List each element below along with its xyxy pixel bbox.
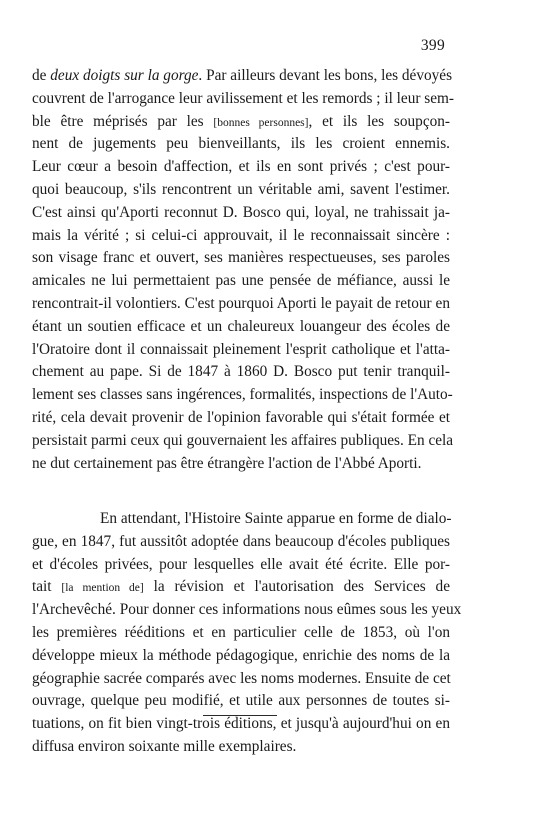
end-rule <box>203 715 277 716</box>
text-segment: ne dut certainement pas être étrangère l'action de l'Abbé Aporti. <box>32 454 422 472</box>
text-segment: la révision et l'autorisation des Services de <box>143 578 450 596</box>
text-segment: les premières rééditions et en particulier celle de 1853, où l'on <box>32 623 450 641</box>
text-line <box>32 554 450 577</box>
text-segment: tait <box>32 578 62 596</box>
text-segment: Leur cœur a besoin d'affection, et ils en sont privés ; c'est pour- <box>32 158 450 176</box>
text-segment: ouvrage, quelque peu modifié, et utile aux personnes de toutes si- <box>32 692 450 710</box>
text-segment: l'Archevêché. Pour donner ces informations nous eûmes sous les yeux <box>32 601 462 619</box>
text-line <box>32 316 450 339</box>
text-line <box>32 453 450 476</box>
text-line <box>32 622 450 645</box>
text-segment: lement ses classes sans ingérences, formalités, inspections de l'Auto- <box>32 386 453 404</box>
italic-phrase: deux doigts sur la gorge <box>50 67 199 84</box>
editorial-insertion: [bonnes personnes] <box>213 116 309 129</box>
text-line <box>32 225 450 248</box>
paragraph-aporti <box>32 65 454 475</box>
text-line <box>32 713 450 736</box>
text-line <box>32 111 450 134</box>
text-line <box>32 430 454 453</box>
text-line <box>32 645 450 668</box>
text-segment: En attendant, l'Histoire Sainte apparue en forme de dialo- <box>100 510 452 527</box>
text-segment: son visage franc et ouvert, ses manières respectueuses, ses paroles <box>32 249 450 267</box>
text-segment: géographie sacrée comparés avec les noms modernes. Ensuite de cet <box>32 669 451 687</box>
text-line <box>32 202 450 225</box>
text-line <box>32 156 450 179</box>
text-segment: quoi beaucoup, s'ils rencontrent un véritable ami, savent l'estimer. <box>32 180 450 198</box>
text-line <box>32 736 450 759</box>
text-segment: . Par ailleurs devant les bons, les dévoyés <box>198 67 453 84</box>
paragraph-histoire-sainte <box>32 508 462 759</box>
text-line <box>32 668 450 691</box>
text-line <box>32 384 453 407</box>
text-line <box>32 407 450 430</box>
text-line <box>32 179 450 202</box>
text-line <box>32 361 450 384</box>
text-line <box>32 247 450 270</box>
text-line <box>32 599 462 622</box>
text-segment: tuations, on fit bien vingt-trois éditions, et jusqu'à aujourd'hui on en <box>32 715 450 733</box>
text-segment: gue, en 1847, fut aussitôt adoptée dans beaucoup d'écoles publiques <box>32 532 450 550</box>
text-segment: chement au pape. Si de 1847 à 1860 D. Bosco put tenir tranquil- <box>32 363 450 381</box>
text-segment: et d'écoles privées, pour lesquelles elle avait été écrite. Elle por- <box>32 555 450 573</box>
text-line <box>32 690 450 713</box>
text-line <box>32 508 450 531</box>
text-segment: rité, cela devait provenir de l'opinion favorable qui s'était formée et <box>32 408 450 426</box>
text-line <box>32 293 450 316</box>
text-segment: mais la vérité ; si celui-ci approuvait, il le reconnaissait sincère : <box>32 226 450 244</box>
text-segment: nent de jugements peu bienveillants, ils les croient ennemis. <box>32 135 450 153</box>
text-segment: l'Oratoire dont il connaissait pleinement l'esprit catholique et l'atta- <box>32 340 450 358</box>
text-segment: , et ils les soupçon- <box>308 112 450 130</box>
text-line <box>32 531 450 554</box>
text-line <box>32 339 450 362</box>
text-segment: étant un soutien efficace et un chaleureux louangeur des écoles de <box>32 317 450 335</box>
text-line <box>32 270 450 293</box>
text-segment: diffusa environ soixante mille exemplaires. <box>32 737 297 755</box>
text-line <box>32 133 450 156</box>
text-line <box>32 88 454 111</box>
editorial-insertion: [la mention de] <box>61 582 144 595</box>
page-number: 399 <box>420 37 445 54</box>
text-segment: C'est ainsi qu'Aporti reconnut D. Bosco qui, loyal, ne trahissait ja- <box>32 203 450 221</box>
text-segment: ble être méprisés par les <box>32 112 214 130</box>
text-line <box>32 576 450 599</box>
text-segment: persistait parmi ceux qui gouvernaient les affaires publiques. En cela <box>32 431 454 449</box>
text-segment: amicales ne lui permettaient pas une pensée de méfiance, aussi le <box>32 272 450 290</box>
text-segment: couvrent de l'arrogance leur avilissement et les remords ; il leur sem- <box>32 89 454 107</box>
text-segment: développe mieux la méthode pédagogique, enrichie des noms de la <box>32 646 450 664</box>
text-line <box>32 65 453 88</box>
text-segment: rencontrait-il volontiers. C'est pourquoi Aporti le payait de retour en <box>32 294 450 312</box>
text-segment: de <box>32 67 51 84</box>
